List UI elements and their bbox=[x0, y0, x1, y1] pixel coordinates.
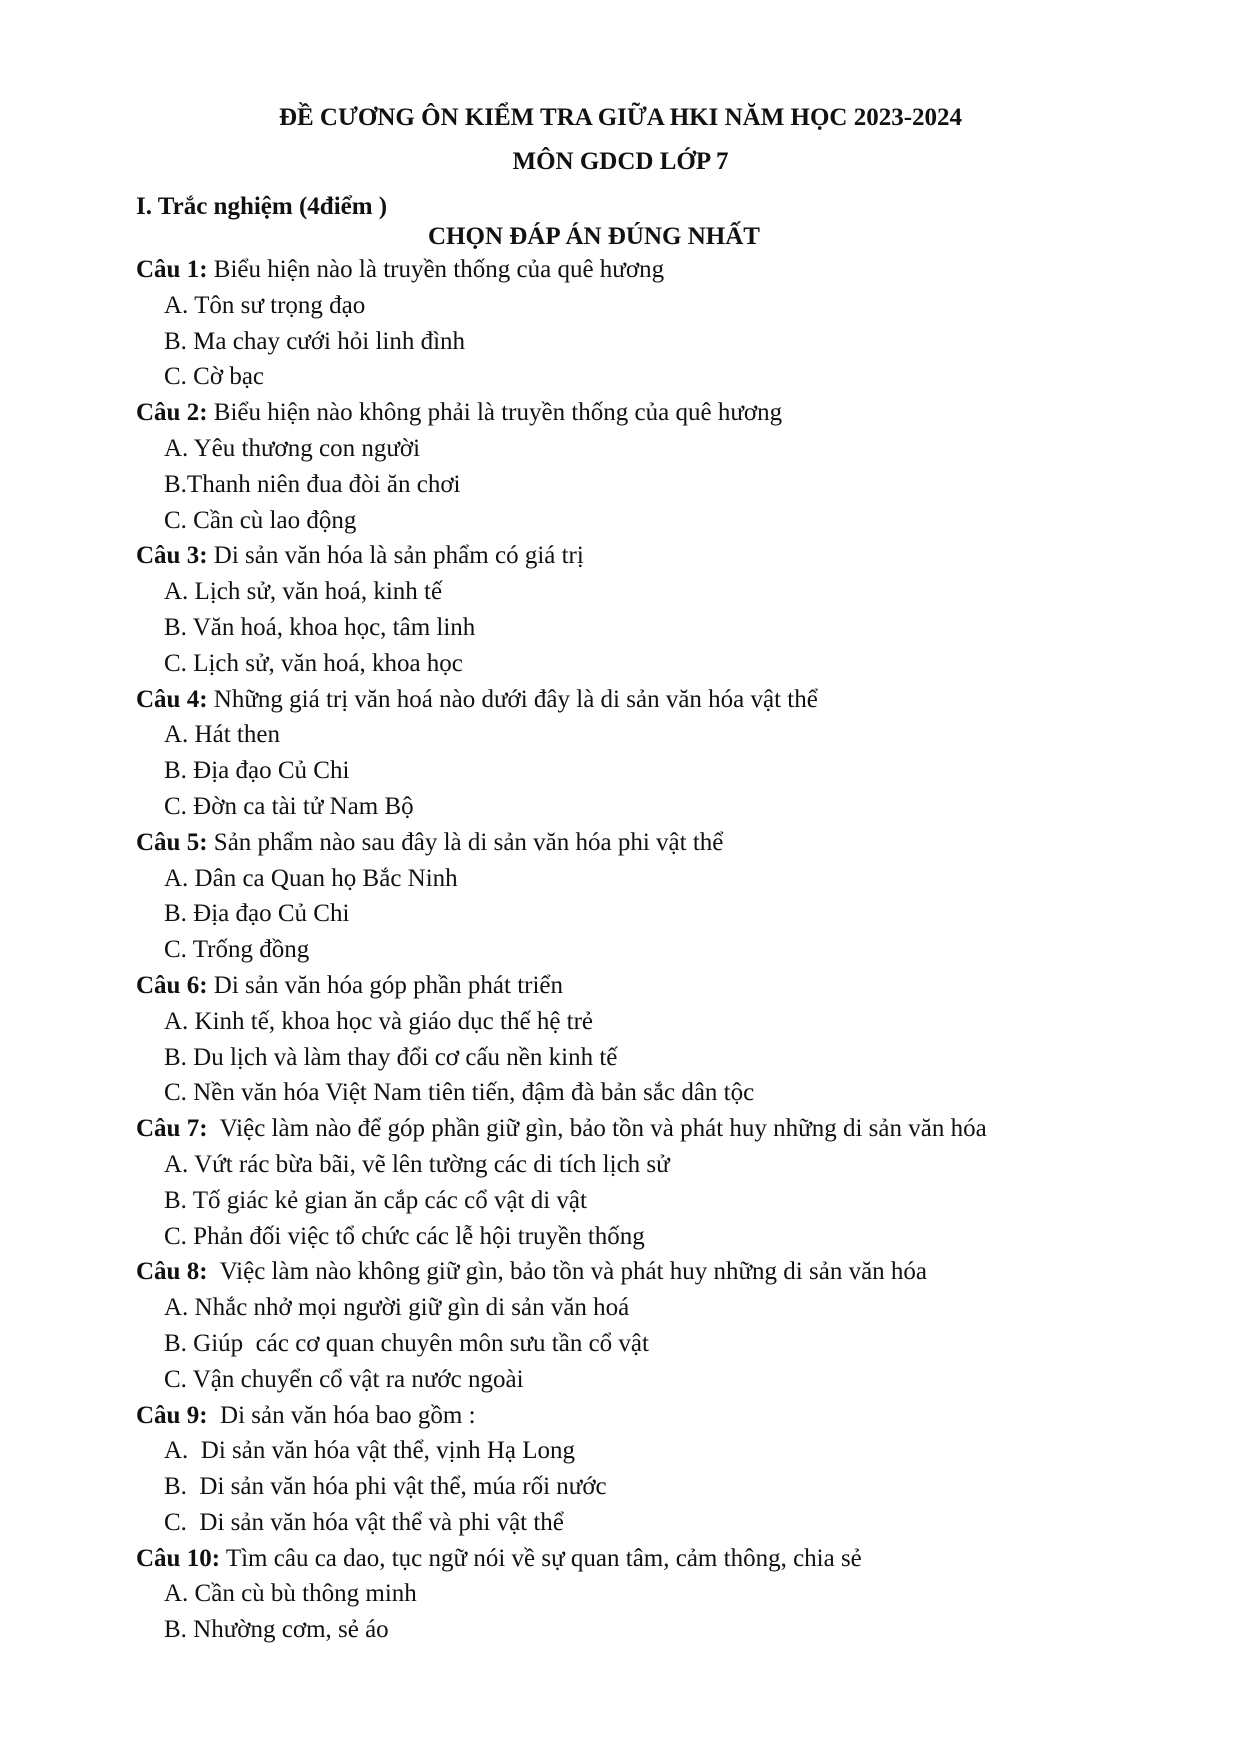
answer-option: B. Tố giác kẻ gian ăn cắp các cổ vật di vật bbox=[164, 1186, 587, 1214]
answer-option: A. Cần cù bù thông minh bbox=[164, 1580, 417, 1608]
question-stem bbox=[136, 1541, 1136, 1577]
question-number: Câu 2: bbox=[136, 399, 208, 427]
question-2 bbox=[136, 395, 1136, 538]
question-number: Câu 4: bbox=[136, 685, 208, 713]
answer-option: B. Giúp các cơ quan chuyên môn sưu tần cổ vật bbox=[164, 1329, 649, 1357]
question-text: Di sản văn hóa bao gồm : bbox=[207, 1401, 476, 1429]
question-6 bbox=[136, 968, 1136, 1111]
question-text: Di sản văn hóa là sản phẩm có giá trị bbox=[207, 542, 584, 570]
answer-option: C. Cờ bạc bbox=[164, 363, 265, 391]
question-7 bbox=[136, 1111, 1136, 1254]
answer-option: B. Di sản văn hóa phi vật thể, múa rối nước bbox=[164, 1473, 607, 1501]
question-number: Câu 10: bbox=[136, 1544, 221, 1572]
answer-option: A. Vứt rác bừa bãi, vẽ lên tường các di tích lịch sử bbox=[164, 1150, 670, 1178]
question-text: Những giá trị văn hoá nào dưới đây là di sản văn hóa vật thể bbox=[207, 685, 818, 713]
question-number: Câu 3: bbox=[136, 542, 208, 570]
answer-option: A. Lịch sử, văn hoá, kinh tế bbox=[164, 578, 443, 606]
section-heading: I. Trắc nghiệm (4điểm ) bbox=[136, 193, 388, 220]
question-stem bbox=[136, 1254, 1136, 1290]
question-stem bbox=[136, 968, 1136, 1004]
question-1 bbox=[136, 252, 1136, 395]
question-text: Tìm câu ca dao, tục ngữ nói về sự quan tâm, cảm thông, chia sẻ bbox=[220, 1544, 862, 1572]
question-text: Việc làm nào để góp phần giữ gìn, bảo tồn và phát huy những di sản văn hóa bbox=[207, 1115, 987, 1143]
question-number: Câu 7: bbox=[136, 1115, 208, 1143]
question-text: Sản phẩm nào sau đây là di sản văn hóa phi vật thể bbox=[207, 828, 724, 856]
answer-option: B.Thanh niên đua đòi ăn chơi bbox=[164, 470, 461, 498]
answer-option: C. Trống đồng bbox=[164, 936, 310, 964]
question-3 bbox=[136, 538, 1136, 681]
answer-option: C. Đờn ca tài tử Nam Bộ bbox=[164, 792, 414, 820]
question-9 bbox=[136, 1398, 1136, 1541]
question-text: Việc làm nào không giữ gìn, bảo tồn và phát huy những di sản văn hóa bbox=[207, 1258, 928, 1286]
answer-option: B. Ma chay cưới hỏi linh đình bbox=[164, 327, 466, 355]
document-title: ĐỀ CƯƠNG ÔN KIỂM TRA GIỮA HKI NĂM HỌC 2023-2024 bbox=[278, 104, 963, 131]
answer-option: A. Di sản văn hóa vật thể, vịnh Hạ Long bbox=[164, 1437, 576, 1465]
question-stem bbox=[136, 682, 1136, 718]
answer-option: A. Tôn sư trọng đạo bbox=[164, 291, 366, 319]
question-number: Câu 9: bbox=[136, 1401, 208, 1429]
question-number: Câu 6: bbox=[136, 971, 208, 999]
question-5 bbox=[136, 825, 1136, 968]
question-text: Biểu hiện nào là truyền thống của quê hương bbox=[207, 256, 665, 283]
question-number: Câu 8: bbox=[136, 1258, 208, 1286]
question-stem bbox=[136, 825, 1136, 861]
question-4 bbox=[136, 682, 1136, 825]
question-8 bbox=[136, 1254, 1136, 1397]
question-text: Di sản văn hóa góp phần phát triển bbox=[207, 971, 564, 999]
answer-option: B. Địa đạo Củ Chi bbox=[164, 900, 350, 928]
answer-option: C. Cần cù lao động bbox=[164, 506, 357, 534]
question-stem bbox=[136, 395, 1136, 431]
answer-option: C. Lịch sử, văn hoá, khoa học bbox=[164, 649, 463, 677]
section-instruction: CHỌN ĐÁP ÁN ĐÚNG NHẤT bbox=[428, 223, 760, 250]
question-number: Câu 1: bbox=[136, 256, 208, 283]
answer-option: B. Văn hoá, khoa học, tâm linh bbox=[164, 613, 476, 641]
answer-option: B. Du lịch và làm thay đổi cơ cấu nền kinh tế bbox=[164, 1043, 618, 1071]
document-subtitle: MÔN GDCD LỚP 7 bbox=[512, 148, 729, 175]
question-stem bbox=[136, 1398, 1136, 1434]
answer-option: A. Nhắc nhở mọi người giữ gìn di sản văn hoá bbox=[164, 1294, 630, 1322]
answer-option: A. Kinh tế, khoa học và giáo dục thế hệ trẻ bbox=[164, 1007, 594, 1035]
question-text: Biểu hiện nào không phải là truyền thống của quê hương bbox=[207, 399, 783, 427]
question-stem bbox=[136, 252, 1136, 288]
question-list bbox=[136, 252, 1136, 1648]
question-stem bbox=[136, 538, 1136, 574]
answer-option: C. Vận chuyển cổ vật ra nước ngoài bbox=[164, 1365, 524, 1393]
answer-option: A. Yêu thương con người bbox=[164, 434, 421, 462]
answer-option: B. Địa đạo Củ Chi bbox=[164, 757, 350, 785]
answer-option: A. Dân ca Quan họ Bắc Ninh bbox=[164, 864, 458, 892]
question-stem bbox=[136, 1111, 1136, 1147]
answer-option: C. Nền văn hóa Việt Nam tiên tiến, đậm đà bản sắc dân tộc bbox=[164, 1079, 755, 1107]
answer-option: C. Di sản văn hóa vật thể và phi vật thể bbox=[164, 1508, 564, 1536]
answer-option: B. Nhường cơm, sẻ áo bbox=[164, 1616, 389, 1644]
question-10 bbox=[136, 1541, 1136, 1648]
answer-option: A. Hát then bbox=[164, 721, 280, 749]
question-number: Câu 5: bbox=[136, 828, 208, 856]
answer-option: C. Phản đối việc tổ chức các lễ hội truyền thống bbox=[164, 1222, 645, 1250]
